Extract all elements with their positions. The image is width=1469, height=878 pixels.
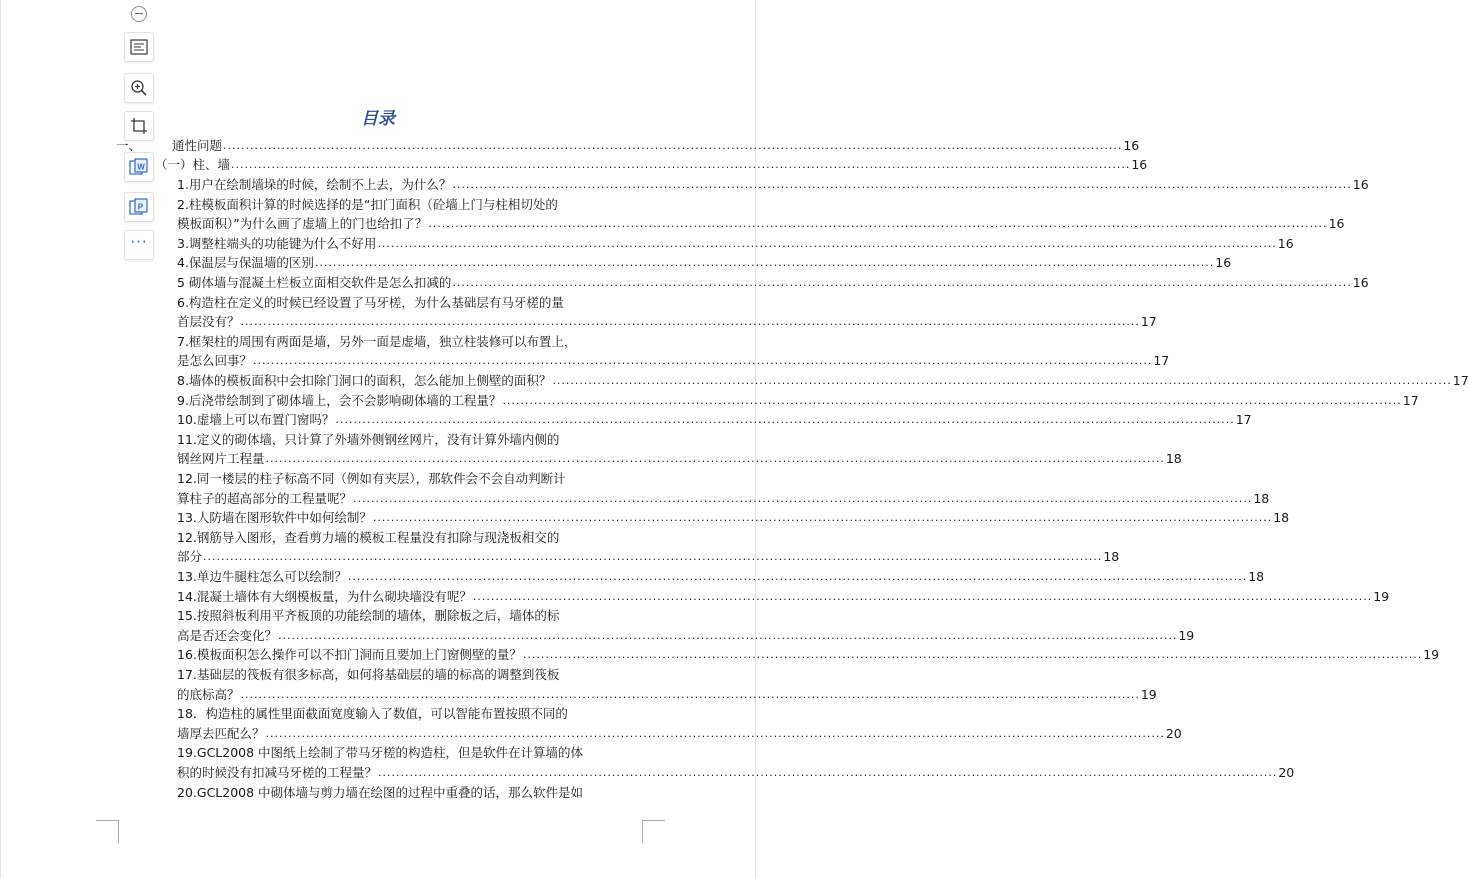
toc-entry-text: 13.单边牛腿柱怎么可以绘制？ [177,569,347,584]
toc-entry-text-continued: 首层没有？ [177,314,240,330]
toc-leader-dots: ........................................................................................................................................................................................................ [240,687,1140,701]
toc-page-number: 19 [1178,627,1195,643]
toc-subsection-row[interactable] [155,155,1148,174]
toc-entry-text-continued: 高是否还会变化？ [177,627,278,643]
zoom-in-button[interactable] [124,73,154,103]
page-edge-right [755,0,756,878]
toc-leader-dots: ........................................................................................................................................................................................................ [552,374,1452,387]
toc-entry-text-continued: 算柱子的超高部分的工程量呢？ [177,490,353,506]
toc-entry-row[interactable] [177,312,1157,331]
toc-leader-dots: ........................................................................................................................................................................................................ [377,236,1277,250]
toc-page-number: 16 [1328,216,1345,232]
toc-entry-row[interactable] [177,547,1120,566]
toc-entry-row[interactable] [177,391,1419,410]
toc-entry-text-continued: 钢丝网片工程量 [177,451,265,467]
toc-page-number: 16 [1277,235,1294,251]
toc-entry-row[interactable] [177,685,1157,704]
toc-entry-text-continued: 部分 [177,549,203,565]
toc-leader-dots: ........................................................................................................................................................................................................ [347,570,1248,583]
toc-entry-text[interactable]: 7.框架柱的周围有两面是墙，另外一面是虚墙，独立柱装修可以布置上， [177,333,577,349]
toc-leader-dots: ........................................................................................................................................................................................................ [203,550,1103,564]
toc-leader-dots: ........................................................................................................................................................................................................ [452,276,1352,289]
toc-entry-row[interactable] [177,489,1270,508]
page-margin-mark-right [642,820,665,843]
toc-page-number: 20 [1278,765,1295,780]
toc-page-number: 18 [1248,569,1265,584]
toc-page-number: 16 [1123,138,1140,153]
toc-leader-dots: ........................................................................................................................................................................................................ [231,158,1131,171]
toc-entry-text[interactable]: 15.按照斜板利用平齐板顶的功能绘制的墙体，删除板之后，墙体的标 [177,608,560,624]
toc-leader-dots: ........................................................................................................................................................................................................ [378,766,1278,779]
toc-entry-text: 3.调整柱端头的功能键为什么不好用 [177,235,377,251]
toc-page-number: 16 [1131,157,1148,172]
toc-entry-row[interactable] [177,273,1369,292]
toc-entry-row[interactable] [177,410,1252,429]
toc-entry-text[interactable]: 17.基础层的筏板有很多标高，如何将基础层的墙的标高的调整到筏板 [177,667,560,682]
toc-entry-row[interactable] [177,449,1182,468]
toc-entry-text: 1.用户在绘制墙垛的时候，绘制不上去，为什么？ [177,177,452,192]
toc-entry-text[interactable]: 6.构造柱在定义的时候已经设置了马牙槎，为什么基础层有马牙槎的量 [177,294,564,310]
toc-entry-row[interactable] [177,724,1182,743]
toc-leader-dots: ........................................................................................................................................................................................................ [265,726,1165,740]
toc-page-number: 18 [1165,451,1182,467]
svg-text:P: P [137,202,144,212]
toc-page-number: 16 [1215,255,1232,271]
toc-entry-text[interactable]: 19.GCL2008 中图纸上绘制了带马牙槎的构造柱，但是软件在计算墙的体 [177,745,584,761]
toc-leader-dots: ........................................................................................................................................................................................................ [314,256,1215,270]
word-convert-icon [129,158,149,176]
toc-page-number: 20 [1165,725,1182,741]
toc-entry-row[interactable] [177,214,1345,233]
toc-entry-text-continued: 模板面积）”为什么画了虚墙上的门也给扣了？ [177,216,428,232]
svg-text:W: W [137,162,145,172]
toc-page-number: 17 [1452,373,1469,388]
toc-page-number: 19 [1140,686,1157,702]
toc-entry-text[interactable]: 18．构造柱的属性里面截面宽度输入了数值，可以智能布置按照不同的 [177,706,568,722]
toc-leader-dots: ........................................................................................................................................................................................................ [265,452,1165,466]
toc-entry-row[interactable] [177,175,1369,194]
toc-entry-row[interactable] [177,567,1265,586]
toc-entry-row[interactable] [177,587,1390,606]
toc-page-number: 17 [1140,314,1157,330]
toc-leader-dots: ........................................................................................................................................................................................................ [428,217,1328,231]
toc-subsection-title: 柱、墙 [192,157,231,172]
toc-leader-dots: ........................................................................................................................................................................................................ [353,491,1253,505]
toc-entry-text: 13.人防墙在图形软件中如何绘制？ [177,510,372,526]
toc-entry-text-continued: 是怎么回事？ [177,353,253,369]
toc-entry-text-continued: 的底标高？ [177,686,240,702]
toc-entry-text: 16.模板面积怎么操作可以不扣门洞而且要加上门窗侧壁的量？ [177,647,522,663]
toc-entry-row[interactable] [177,371,1469,390]
more-button[interactable] [124,230,154,260]
toc-section-number: 一、 [116,138,142,153]
toc-entry-text[interactable]: 12.钢筋导入图形，查看剪力墙的模板工程量没有扣除与现浇板相交的 [177,529,560,545]
pdf-convert-icon [129,198,149,216]
toc-page-number: 18 [1253,490,1270,506]
toc-page-number: 16 [1352,275,1369,290]
toc-entry-row[interactable] [177,234,1294,253]
toc-page-number: 19 [1373,588,1390,604]
toc-leader-dots: ........................................................................................................................................................................................................ [223,139,1123,152]
toc-leader-dots: ........................................................................................................................................................................................................ [278,628,1178,642]
toc-entry-text[interactable]: 2.柱模板面积计算的时候选择的是“扣门面积（砼墙上门与柱相切处的 [177,196,558,212]
toc-leader-dots: ........................................................................................................................................................................................................ [452,178,1352,191]
toc-entry-text: 4.保温层与保温墙的区别 [177,255,314,271]
toc-leader-dots: ........................................................................................................................................................................................................ [240,315,1140,329]
page-edge-left [0,0,1,878]
toc-entry-text: 8.墙体的模板面积中会扣除门洞口的面积，怎么能加上侧壁的面积？ [177,373,552,388]
toc-page-number: 17 [1402,392,1419,408]
toc-entry-row[interactable] [177,253,1232,272]
more-icon: ··· [130,232,148,251]
page-title: 目录 [361,109,395,129]
toc-section-title: 通性问题 [172,138,223,153]
text-format-button[interactable] [124,32,154,62]
toc-page-number: 19 [1423,647,1440,663]
toc-section-row[interactable] [116,136,1140,155]
toc-page-number: 16 [1352,177,1369,192]
toc-leader-dots: ........................................................................................................................................................................................................ [335,413,1235,427]
pdf-convert-button[interactable] [124,192,154,222]
page-margin-mark-left [96,820,119,843]
toc-leader-dots: ........................................................................................................................................................................................................ [253,354,1153,368]
zoom-in-icon [130,79,148,97]
word-convert-button[interactable] [124,152,154,182]
toc-entry-text: 10.虚墙上可以布置门窗吗？ [177,412,335,428]
text-format-icon [130,39,148,55]
toc-leader-dots: ........................................................................................................................................................................................................ [522,648,1423,662]
toc-entry-text-continued: 积的时候没有扣减马牙槎的工程量？ [177,765,378,780]
toc-page-number: 17 [1153,353,1170,369]
toc-entry-row[interactable] [177,626,1195,645]
toc-entry-text: 9.后浇带绘制到了砌体墙上，会不会影响砌体墙的工程量？ [177,392,502,408]
toc-page-number: 17 [1235,412,1252,428]
toc-entry-text-continued: 墙厚去匹配么？ [177,725,265,741]
toc-entry-text: 5 砌体墙与混凝土栏板立面相交软件是怎么扣减的 [177,275,452,290]
toc-leader-dots: ........................................................................................................................................................................................................ [472,589,1373,603]
toc-entry-row[interactable] [177,351,1170,370]
toc-entry-text[interactable]: 11.定义的砌体墙，只计算了外墙外侧钢丝网片，没有计算外墙内侧的 [177,431,560,447]
toc-entry-row[interactable] [177,508,1290,527]
toc-page-number: 18 [1273,510,1290,526]
collapse-icon[interactable] [131,6,147,22]
toc-leader-dots: ........................................................................................................................................................................................................ [502,393,1402,407]
toc-subsection-number: （一） [155,157,193,172]
toc-entry-row[interactable] [177,645,1440,664]
toc-entry-row[interactable] [177,763,1295,782]
toc-leader-dots: ........................................................................................................................................................................................................ [372,511,1273,525]
toc-entry-text[interactable]: 12.同一楼层的柱子标高不同（例如有夹层），那软件会不会自动判断计 [177,471,566,486]
toc-entry-text[interactable]: 20.GCL2008 中砌体墙与剪力墙在绘图的过程中重叠的话，那么软件是如 [177,784,584,800]
toc-page-number: 18 [1103,549,1120,565]
toc-entry-text: 14.混凝土墙体有大纲模板量，为什么砌块墙没有呢？ [177,588,472,604]
